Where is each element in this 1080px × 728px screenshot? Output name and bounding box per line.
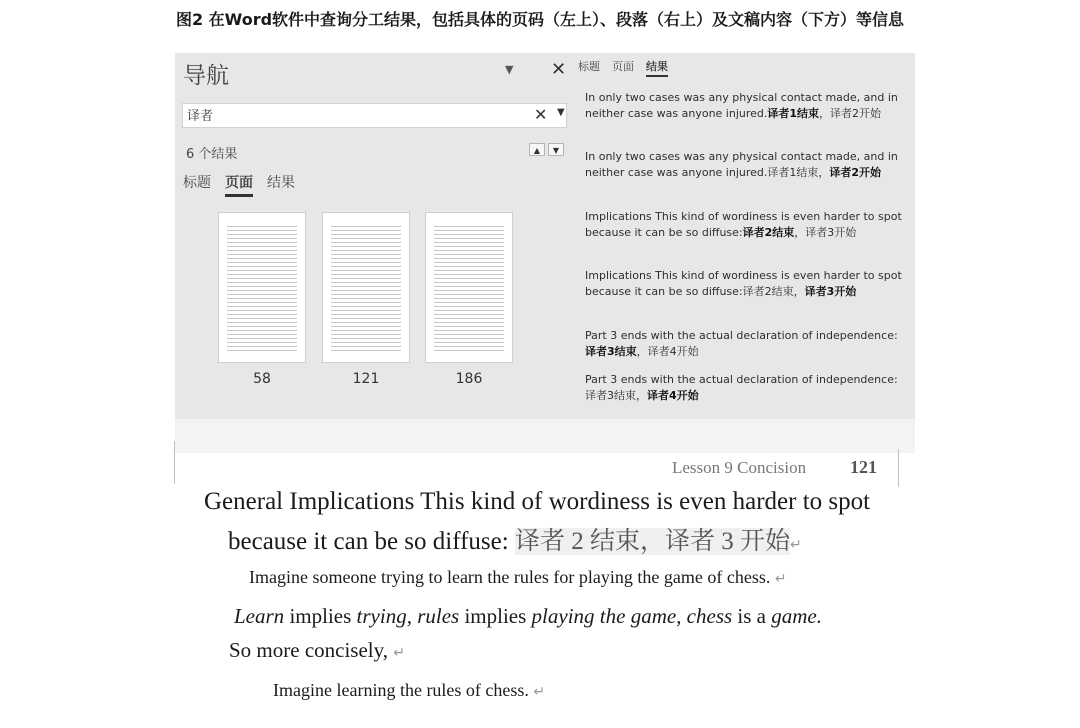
search-result[interactable]: In only two cases was any physical contact made, and in neither case was anyone injured.译者1结束，译者2开始: [585, 91, 898, 120]
page-thumbnail[interactable]: [218, 212, 306, 363]
heading-line-2: because it can be so diffuse: 译者 2 结束，译者 3 开始↵: [228, 528, 802, 555]
page-number-label: 186: [455, 371, 483, 387]
search-result[interactable]: Implications This kind of wordiness is even harder to spot because it can be so diffuse:译者2结束，译者3开始: [585, 210, 902, 239]
navigation-pane: [175, 53, 575, 419]
translator-marker: 译者 2 结束，译者 3 开始: [514, 528, 790, 555]
tab-headings[interactable]: 标题: [578, 60, 600, 73]
page-number-label: 58: [253, 371, 271, 387]
previous-result-button[interactable]: ▲: [529, 143, 545, 156]
clear-search-icon[interactable]: ✕: [534, 105, 548, 124]
tab-headings[interactable]: 标题: [183, 175, 211, 191]
search-box: [182, 103, 567, 128]
results-pane: [575, 53, 915, 419]
page-thumbnail[interactable]: [425, 212, 513, 363]
search-options-icon[interactable]: ▼: [557, 107, 565, 118]
page-number-label: 121: [352, 371, 380, 387]
paragraph: Learn implies trying, rules implies playing the game, chess is a game.: [234, 604, 822, 628]
tab-pages[interactable]: 页面: [612, 60, 634, 73]
pane-title: 导航: [183, 63, 229, 89]
close-icon[interactable]: ✕: [551, 59, 567, 80]
page-number: 121: [850, 457, 877, 477]
paragraph: So more concisely, ↵: [229, 638, 406, 662]
paragraph: Imagine someone trying to learn the rules for playing the game of chess. ↵: [249, 567, 787, 587]
tab-results[interactable]: 结果: [267, 175, 295, 191]
tab-results[interactable]: 结果: [646, 60, 668, 77]
page-thumbnail[interactable]: [322, 212, 410, 363]
search-result[interactable]: Implications This kind of wordiness is even harder to spot because it can be so diffuse:译者2结束，译者3开始: [585, 269, 902, 298]
tab-pages[interactable]: 页面: [225, 175, 253, 197]
pane-options-dropdown[interactable]: ▼: [505, 63, 514, 76]
next-result-button[interactable]: ▼: [548, 143, 564, 156]
page-header: Lesson 9 Concision: [672, 458, 807, 477]
page-margin-mark: [174, 441, 175, 484]
search-result[interactable]: In only two cases was any physical contact made, and in neither case was anyone injured.译者1结束，译者2开始: [585, 150, 898, 179]
heading-line-1: General Implications This kind of wordiness is even harder to spot: [204, 488, 871, 515]
search-result[interactable]: Part 3 ends with the actual declaration of independence:译者3结束，译者4开始: [585, 373, 898, 402]
figure-caption: 图2 在Word软件中查询分工结果，包括具体的页码（左上）、段落（右上）及文稿内容（下方）等信息: [175, 10, 905, 29]
search-result[interactable]: Part 3 ends with the actual declaration of independence:译者3结束，译者4开始: [585, 329, 898, 358]
paragraph: Imagine learning the rules of chess. ↵: [273, 680, 546, 700]
search-input[interactable]: [187, 107, 517, 122]
nav-tabs: [183, 172, 309, 192]
result-count: 6 个结果: [186, 147, 238, 162]
page-margin-mark: [898, 449, 899, 487]
results-tabs: [578, 58, 680, 74]
page-gap: [175, 419, 915, 453]
